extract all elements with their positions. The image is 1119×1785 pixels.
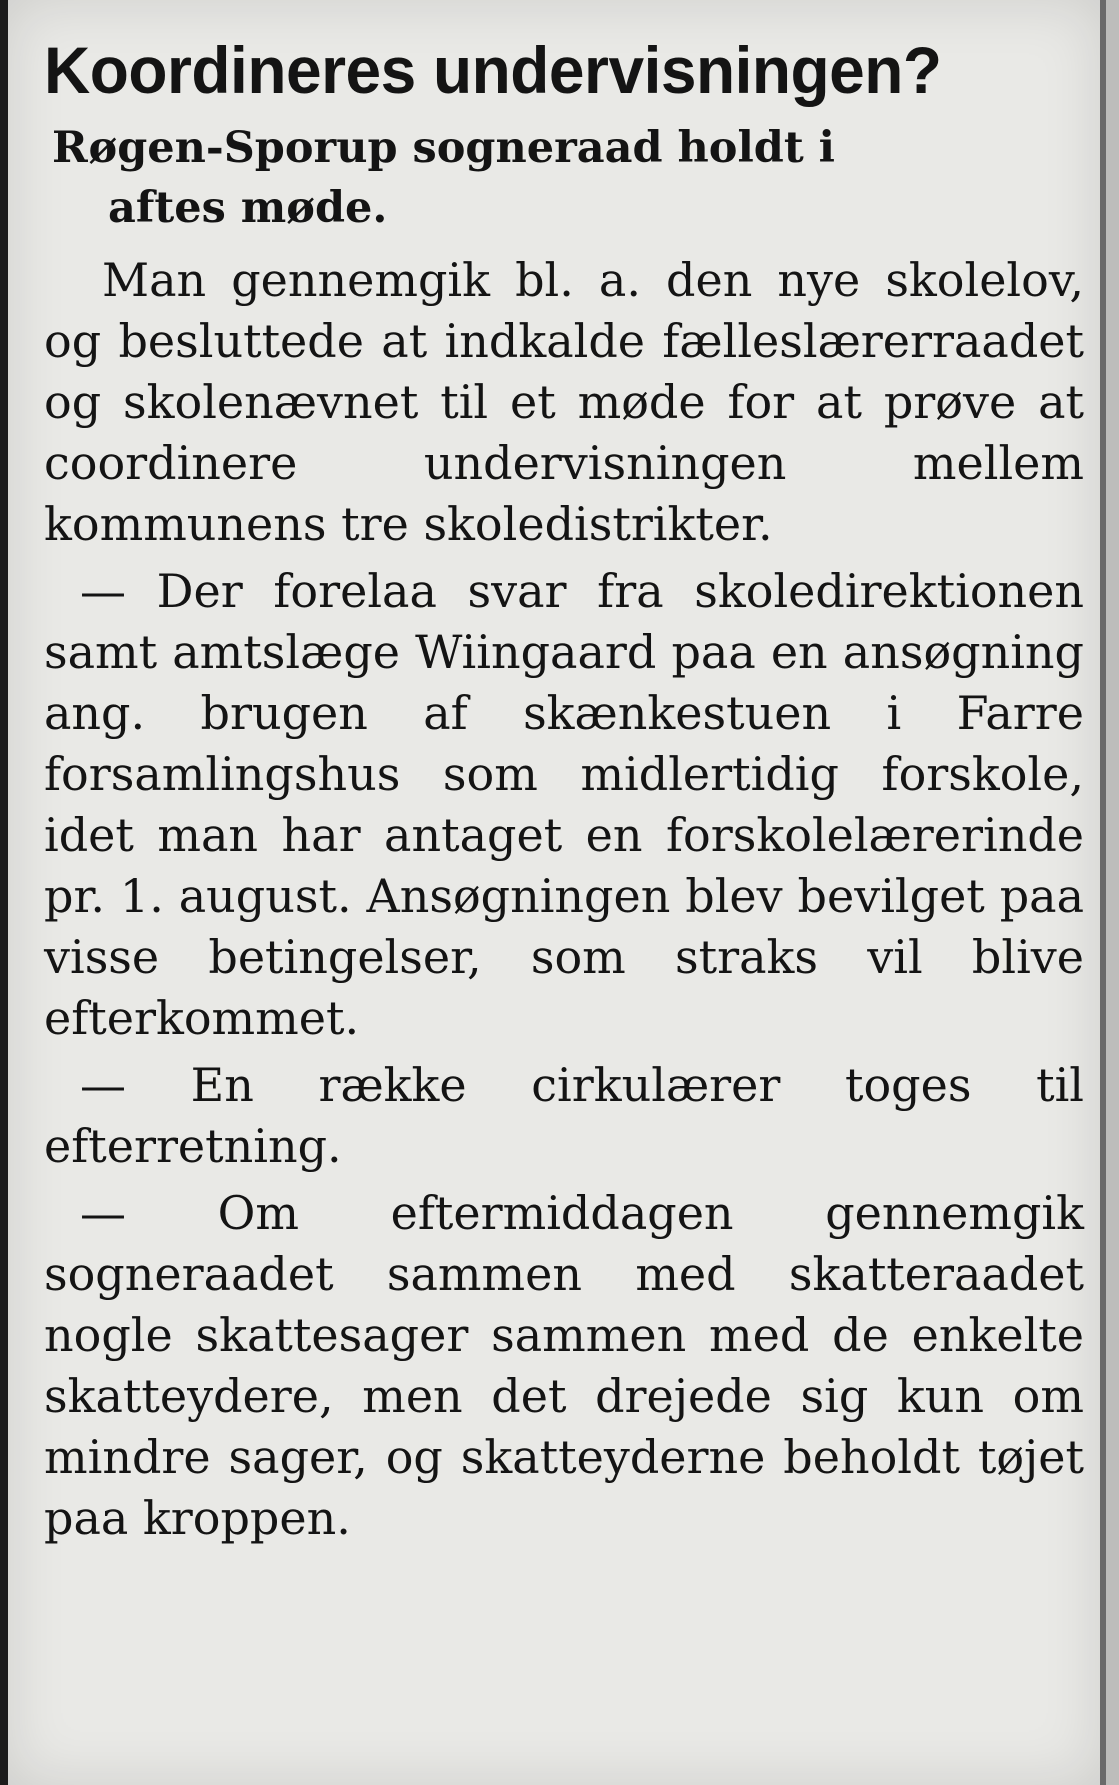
article	[44, 30, 1084, 1555]
adjacent-column-edge	[1106, 0, 1119, 1785]
paragraph-3: — En række cirkulærer toges til efterretning.	[44, 1058, 1084, 1173]
paragraph-2: — Der forelaa svar fra skoledirektionen samt amtslæge Wiingaard paa en ansøgning ang. brugen af skænkestuen i Farre forsamlingshus som midlertidig forskole, idet man har antaget en forskolelærerinde pr. 1. august. Ansøgningen blev bevilget paa visse betingelser, som straks vil blive efterkommet.	[44, 564, 1084, 1045]
subheadline-line-2: aftes møde.	[108, 183, 388, 233]
paragraph-4: — Om eftermiddagen gennemgik sogneraadet sammen med skatteraadet nogle skattesager sammen med de enkelte skatteydere, men det drejede sig kun om mindre sager, og skatteyderne beholdt tøjet paa kroppen.	[44, 1186, 1084, 1545]
headline: Koordineres undervisningen?	[44, 33, 942, 107]
newspaper-clipping	[8, 0, 1101, 1785]
paragraph-1: Man gennemgik bl. a. den nye skolelov, og besluttede at indkalde fælleslærerraadet og skolenævnet til et møde for at prøve at coordinere undervisningen mellem kommunens tre skoledistrikter.	[44, 253, 1084, 551]
subheadline	[44, 118, 1084, 238]
subheadline-line-1: Røgen-Sporup sogneraad holdt i	[52, 123, 836, 173]
